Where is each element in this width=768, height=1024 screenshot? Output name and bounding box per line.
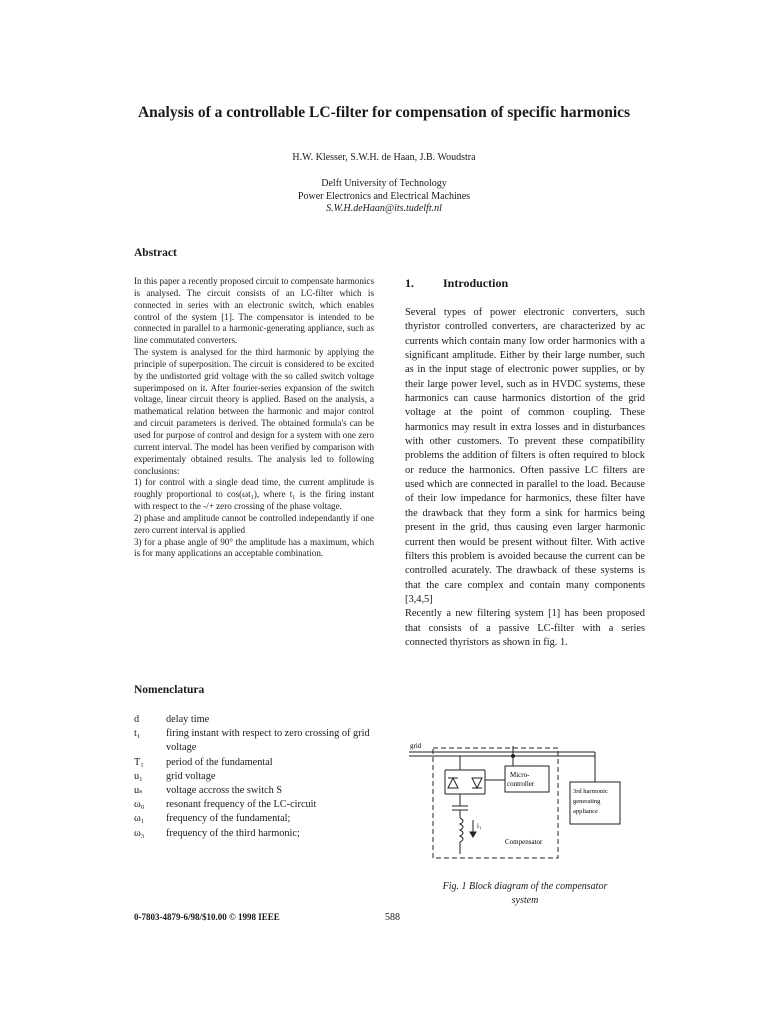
introduction-heading [405,276,508,291]
abstract-paragraph: In this paper a recently proposed circuit to compensate harmonics is analysed. The circuit consists of an LC-filter which is connected in series with an electronic switch, which enables control of the system [1]. The compensator is intended to be connected in parallel to a harmonic-generating appliance, such as line commutated converters. [134,276,374,346]
author-email: S.W.H.deHaan@its.tudelft.nl [326,203,442,214]
figure-caption-line: system [511,894,539,906]
nomenclature-definition: period of the fundamental [166,756,273,768]
introduction-paragraph: Recently a new filtering system [1] has been proposed that consists of a passive LC-filter with a series connected thyristors as shown in fig. 1. [405,608,645,648]
nomenclature-item [134,770,384,784]
page-number: 588 [385,912,400,923]
nomenclature-symbol: d [134,714,140,725]
thyristor-down [472,778,482,788]
section-number: 1. [405,276,414,290]
figure-caption-line: Fig. 1 Block diagram of the compensator [442,881,608,892]
introduction-body [405,306,645,650]
nomenclature-definition: frequency of the third harmonic; [166,827,300,839]
inductor-coil [460,818,463,842]
thyristor-up [448,778,458,788]
abstract-heading: Abstract [134,247,177,259]
nomenclature-symbol: T₁ [134,756,144,768]
abstract-paragraph: 1) for control with a single dead time, the current amplitude is roughly proportional to cos(ωt₁), where t₁ is the firing instant with respect to the -/+ zero crossing of the phase voltage. [134,477,374,512]
section-title: Introduction [443,276,509,290]
nomenclature-symbol: u₁ [134,770,143,782]
nomenclature-definition: grid voltage [166,770,216,782]
affiliation-department: Power Electronics and Electrical Machines [297,190,471,202]
nomenclature-item [134,827,384,841]
abstract-paragraph: 3) for a phase angle of 90° the amplitude has a maximum, which is for many applications an acceptable combination. [134,536,374,559]
current-arrowhead [470,832,476,837]
nomenclature-symbol: t₁ [134,728,141,740]
nomenclature-item [134,727,384,755]
appliance-label: 3rd harmonic [573,788,608,795]
compensator-label: Compensator [505,838,543,846]
grid-label: grid [410,742,422,750]
nomenclature-symbol: ω₁ [134,813,145,825]
nomenclature-heading: Nomenclatura [134,684,205,696]
nomenclature-item [134,713,384,727]
nomenclature-item [134,798,384,812]
abstract-body [134,276,374,560]
nomenclature-definition: voltage accross the switch S [166,785,283,797]
appliance-label: generating [573,798,601,805]
figure-caption [405,880,645,907]
figure-block-diagram [405,736,655,866]
abstract-paragraph: The system is analysed for the third harmonic by applying the principle of superposition. The circuit is considered to be excited by the undistorted grid voltage with the so called switch voltage superimposed on it. After fourier-series expansion of the switch voltage, linear circuit theory is applied. Based on the analysis, a mathematical relation between the harmonic and major control and circuit parameters is derived. The obtained formula's can be used for purpose of control and design for a system with one zero current interval. The model has been verified by comparison with experimentaly obtained results. The analysis led to following conclusions: [134,347,374,476]
introduction-paragraph: Several types of power electronic converters, such thyristor controlled converters, are characterized by ac currents which contain many low order harmonics with a significant amplitude. Either by their large number, such as in the input stage of electronic power supplies, or by their large power level, such as in HVDC systems, these harmonics can cause harmonics distortion of the grid voltage at the point of common coupling. These harmonics may result in extra losses and in disturbances with other customers. To prevent these compatibility problems the addition of filters is often required to block or reduce the harmonics. Often passive LC filters are used which are connected in parallel to the load. Because of their low impedance for harmonics, these filter have the drawback that they form a sink for harmics being present in the grid, thus causing even larger harmonic current then would be present without filter. With active filters this problem is avoided because the current can be controlled acurately. The drawback of these systems is that the care complex and contain many components [3,4,5] [405,307,645,605]
nomenclature-symbol: ω₃ [134,827,145,839]
nomenclature-item [134,756,384,770]
appliance-label: appliance [573,808,598,815]
paper-title: Analysis of a controllable LC-filter for compensation of specific harmonics [137,104,631,121]
microcontroller-label: controller [507,780,535,788]
microcontroller-box [505,766,549,792]
nomenclature-list [134,713,384,841]
nomenclature-symbol: uₛ [134,785,143,797]
current-label: i₁ [477,822,482,830]
copyright-footer: 0-7803-4879-6/98/$10.00 © 1998 IEEE [134,912,280,922]
abstract-paragraph: 2) phase and amplitude cannot be controlled independantly if one zero current interval is applied [134,512,374,535]
affiliation [0,178,768,216]
nomenclature-item [134,784,384,798]
authors: H.W. Klesser, S.W.H. de Haan, J.B. Woudstra [292,152,476,163]
nomenclature-item [134,812,384,826]
nomenclature-definition: frequency of the fundamental; [166,813,291,825]
microcontroller-label: Micro- [510,771,530,779]
junction-dot [511,754,515,758]
affiliation-university: Delft University of Technology [321,178,447,189]
nomenclature-definition: firing instant with respect to zero crossing of grid voltage [166,728,370,754]
nomenclature-definition: delay time [166,714,210,725]
nomenclature-definition: resonant frequency of the LC-circuit [166,799,317,811]
nomenclature-symbol: ω₀ [134,799,145,811]
